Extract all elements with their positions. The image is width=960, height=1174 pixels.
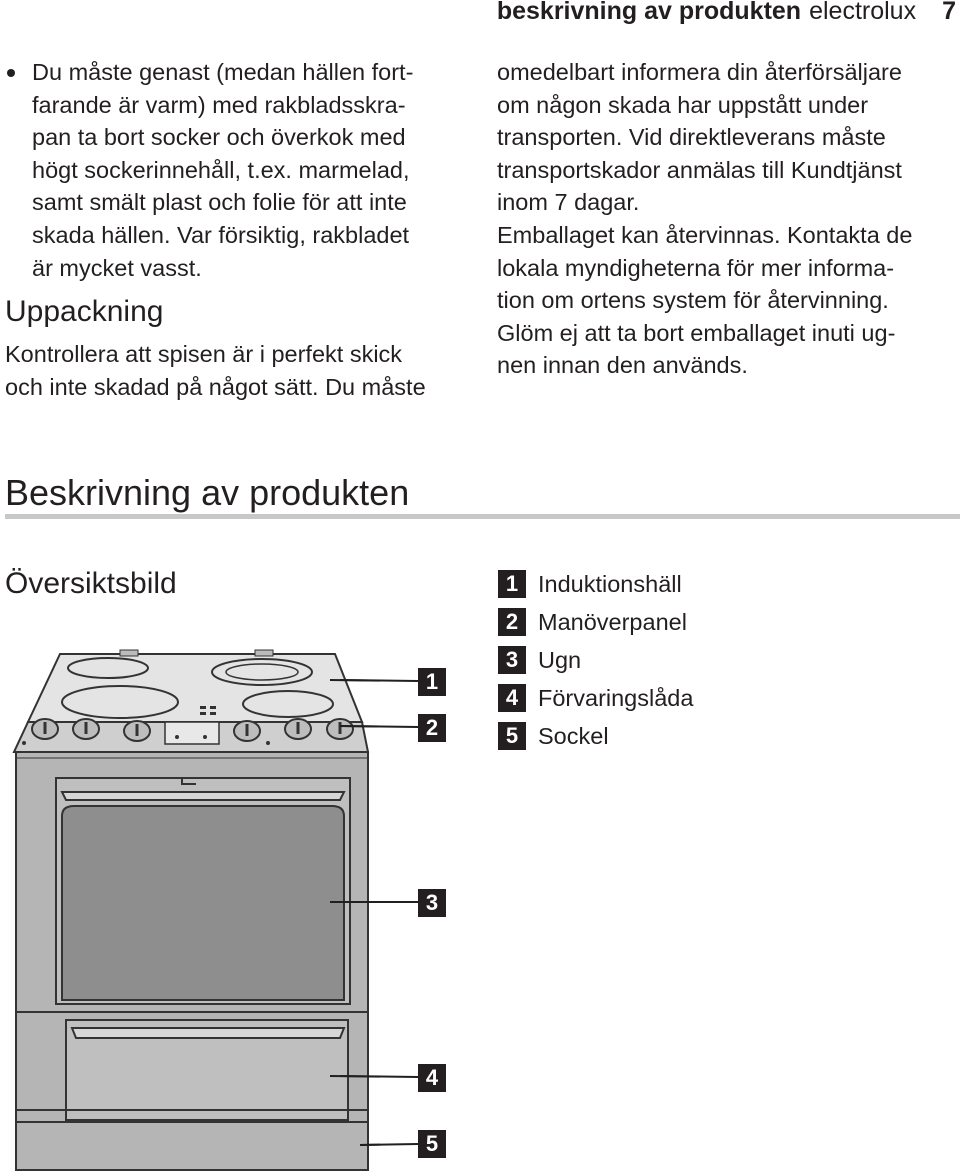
legend-number: 4 bbox=[498, 684, 526, 712]
para-line: tion om ortens system för återvinning. bbox=[497, 287, 889, 314]
legend-label: Förvaringslåda bbox=[538, 684, 694, 711]
parts-legend bbox=[498, 565, 693, 755]
bullet-line: Du måste genast (medan hällen fort- bbox=[32, 59, 414, 85]
legend-item bbox=[498, 565, 693, 603]
plinth bbox=[16, 1122, 368, 1170]
page-header bbox=[497, 0, 956, 28]
section-title: Beskrivning av produkten bbox=[5, 472, 410, 513]
heading-uppackning: Uppackning bbox=[5, 295, 164, 329]
bullet-line: skada hällen. Var försiktig, rakbladet bbox=[32, 221, 410, 248]
para-line: och inte skadad på något sätt. Du måste bbox=[5, 373, 426, 400]
legend-label: Induktionshäll bbox=[538, 570, 682, 597]
para-line: inom 7 dagar. bbox=[497, 189, 640, 216]
drawer-handle bbox=[72, 1028, 344, 1038]
cooktop-clip bbox=[255, 650, 273, 656]
callout-2: 2 bbox=[418, 714, 446, 742]
oven-window bbox=[62, 806, 344, 1000]
legend-number: 3 bbox=[498, 646, 526, 674]
legend-number: 1 bbox=[498, 570, 526, 598]
cooktop-clip bbox=[120, 650, 138, 656]
zone-indicator bbox=[200, 712, 206, 715]
legend-number: 5 bbox=[498, 722, 526, 750]
para-line: omedelbart informera din återförsäljare bbox=[497, 59, 902, 85]
bullet-line: samt smält plast och folie för att inte bbox=[32, 189, 407, 216]
left-column bbox=[5, 56, 470, 403]
legend-item bbox=[498, 641, 693, 679]
para-line: Glöm ej att ta bort emballaget inuti ug- bbox=[497, 319, 896, 346]
legend-number: 2 bbox=[498, 608, 526, 636]
oven-handle bbox=[62, 792, 344, 800]
callout-4: 4 bbox=[418, 1064, 446, 1092]
header-section: beskrivning av produkten bbox=[496, 0, 802, 25]
bullet-line: pan ta bort socker och överkok med bbox=[32, 124, 406, 151]
indicator-light bbox=[266, 741, 270, 745]
para-line: lokala myndigheterna för mer informa- bbox=[497, 254, 895, 281]
overview-title: Översiktsbild bbox=[5, 567, 177, 600]
para-line: transportskador anmälas till Kundtjänst bbox=[497, 156, 902, 183]
legend-label: Ugn bbox=[538, 646, 582, 673]
control-display bbox=[165, 722, 219, 744]
para-line: transporten. Vid direktleverans måste bbox=[497, 124, 886, 151]
page-number: 7 bbox=[942, 0, 956, 25]
callout-1: 1 bbox=[418, 668, 446, 696]
section-divider bbox=[5, 514, 960, 519]
legend-item bbox=[498, 717, 693, 755]
bullet-dot bbox=[7, 69, 15, 77]
bullet-item bbox=[5, 56, 470, 284]
callout-5: 5 bbox=[418, 1130, 446, 1158]
cooktop-surface bbox=[28, 654, 362, 722]
bullet-line: högt sockerinnehåll, t.ex. marmelad, bbox=[32, 156, 410, 183]
indicator-light bbox=[22, 741, 26, 745]
para-line: Kontrollera att spisen är i perfekt skick bbox=[5, 341, 403, 368]
stove-illustration bbox=[0, 640, 380, 1174]
callout-3: 3 bbox=[418, 889, 446, 917]
para-line: nen innan den används. bbox=[497, 352, 748, 379]
display-dot bbox=[175, 735, 179, 739]
legend-label: Sockel bbox=[538, 722, 609, 749]
para-line: Emballaget kan återvinnas. Kontakta de bbox=[497, 221, 913, 248]
leader-lines-extension bbox=[340, 640, 420, 1174]
bullet-line: är mycket vasst. bbox=[32, 254, 202, 281]
legend-label: Manöverpanel bbox=[538, 608, 687, 635]
header-brand: electrolux bbox=[809, 0, 917, 25]
para-line: om någon skada har uppstått under bbox=[497, 91, 869, 118]
bullet-line: farande är varm) med rakbladsskra- bbox=[32, 91, 406, 118]
legend-item bbox=[498, 679, 693, 717]
display-dot bbox=[203, 735, 207, 739]
zone-indicator bbox=[210, 706, 216, 709]
zone-indicator bbox=[200, 706, 206, 709]
right-column bbox=[497, 56, 960, 382]
zone-indicator bbox=[210, 712, 216, 715]
legend-item bbox=[498, 603, 693, 641]
uppackning-paragraph bbox=[5, 338, 470, 403]
